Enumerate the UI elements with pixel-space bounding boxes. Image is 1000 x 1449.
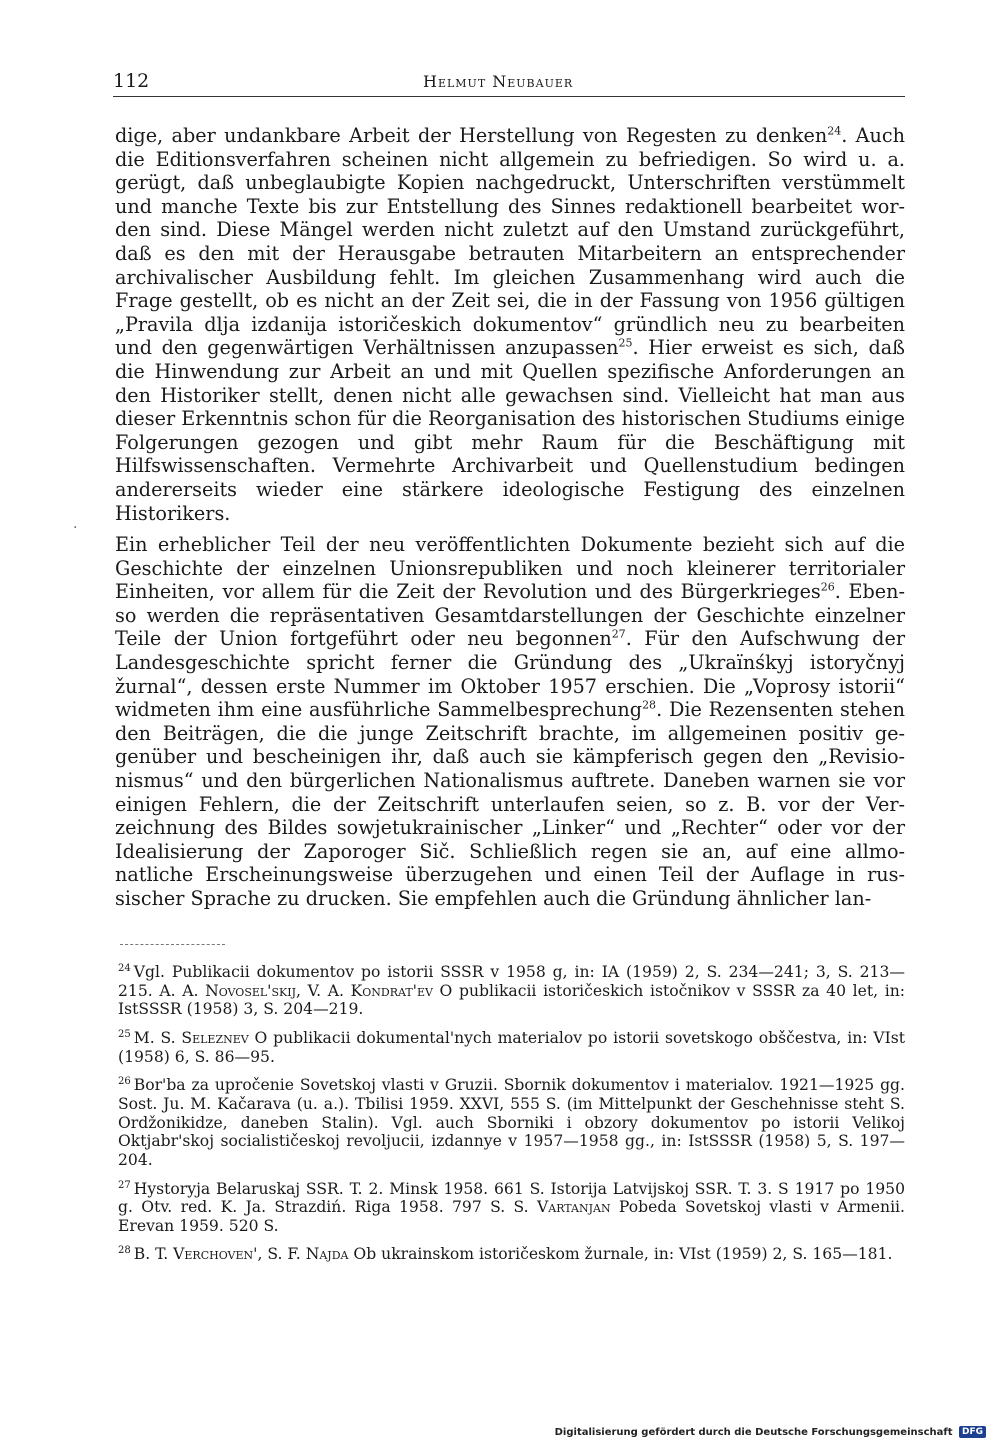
footnote-text: Pobeda Sovetskoj vlasti v Armenii. Erevan 1959. 520 S. (118, 1198, 905, 1235)
footnote-text: Vgl. Publikacii dokumentov po istorii SSSR v 1958 g, in: IA (1959) 2, S. 234—241; 3, S. 213—215. A. A. (118, 963, 905, 1000)
footnotes (118, 960, 905, 1271)
text-segment: Ein erheblicher Teil der neu veröffentlichten Dokumente bezieht sich auf die Geschichte der einzelnen Unionsrepubliken und noch kleinerer territorialer Einheiten, vor allem für die Zeit der Revolution und des Bürgerkrieges (115, 533, 905, 604)
footnote-27 (118, 1177, 905, 1236)
footnote-number: 27 (118, 1179, 131, 1191)
margin-mark: · (73, 520, 78, 536)
dfg-logo: DFG (959, 1426, 986, 1438)
author-name: Najda (305, 1245, 349, 1264)
footnote-28 (118, 1242, 905, 1264)
page-header (113, 66, 905, 97)
text-segment: . Auch die Editionsverfahren scheinen nicht allgemein zu befriedigen. So wird u. a. gerügt, daß unbeglaubigte Kopien nachgedruckt, Unterschriften verstümmelt und manche Texte bis zur Entstellung des Sinnes redaktionell bearbeitet wor-den sind. Diese Mängel werden nicht zuletzt auf den Umstand zurückgeführt, daß es den mit der Herausgabe betrauten Mitarbeitern an entsprechender archivalischer Ausbildung fehlt. Im gleichen Zusammenhang wird auch die Frage gestellt, ob es nicht an der Zeit sei, die in der Fassung von 1956 gültigen „Pravila dlja izdanija istoričeskich dokumentov“ gründlich neu zu bearbeiten und den gegenwärtigen Verhältnissen anzupassen (115, 124, 905, 360)
page-number: 112 (113, 70, 150, 92)
text-segment: . Die Rezensenten stehen den Beiträgen, die die junge Zeitschrift brachte, im allgemeinen positiv ge-genüber und bescheinigen ihr, daß auch sie kämpferisch gegen den „Revisio-nismus“ und den bürgerlichen Nationalismus auftrete. Daneben warnen sie vor einigen Fehlern, die der Zeitschrift unterlaufen seien, so z. B. vor der Ver-zeichnung des Bildes sowjetukrainischer „Linker“ und „Rechter“ oder vor der Idealisierung der Zaporoger Sič. Schließlich regen sie an, auf eine allmo-natliche Erscheinungsweise überzugehen und einen Teil der Auflage in rus-sischer Sprache zu drucken. Sie empfehlen auch die Gründung ähnlicher lan- (115, 698, 905, 910)
text-segment: . Hier erweist es sich, daß die Hinwendung zur Arbeit an und mit Quellen spezifische Anforderungen an den Historiker stellt, denen nicht alle gewachsen sind. Vielleicht hat man aus dieser Erkenntnis schon für die Reorganisation des historischen Studiums einige Folgerungen gezogen und gibt mehr Raum für die Beschäftigung mit Hilfswissenschaften. Vermehrte Archivarbeit und Quellenstudium bedingen andererseits wieder eine stärkere ideologische Festigung des einzelnen Historikers. (115, 336, 905, 525)
main-text (115, 124, 905, 911)
author-name: Novosel'skij (205, 981, 296, 1000)
footnote-ref-26: 26 (820, 580, 835, 594)
running-title: Helmut Neubauer (423, 72, 574, 91)
footnote-text: Ob ukrainskom istoričeskom žurnale, in: VIst (1959) 2, S. 165—181. (348, 1245, 893, 1264)
footnote-number: 24 (118, 963, 131, 974)
credit-text: Digitalisierung gefördert durch die Deutsche Forschungsgemeinschaft (554, 1427, 953, 1438)
author-name: Seleznev (181, 1029, 249, 1048)
author-name: Vartanjan (537, 1198, 611, 1217)
digitization-credit (555, 1426, 986, 1438)
footnote-25 (118, 1026, 905, 1066)
footnote-text: M. S. (133, 1029, 182, 1048)
footnote-26 (118, 1073, 905, 1169)
footnote-ref-25: 25 (618, 336, 633, 350)
paragraph-2 (115, 533, 905, 911)
footnote-text: , V. A. (295, 981, 351, 1000)
footnote-ref-28: 28 (642, 698, 657, 712)
footnote-ref-24: 24 (827, 124, 842, 138)
footnote-text: Bor'ba za upročenie Sovetskoj vlasti v Gruzii. Sbornik dokumentov i materialov. 1921—1925 gg. Sost. Ju. M. Kačarava (u. a.). Tbilisi 1959. XXVI, 555 S. (im Mittelpunkt der Geschehnisse steht S. Ordžonikidze, daneben Stalin). Vgl. auch Sborniki i obzory dokumentov po istorii Velikoj Oktjabr'skoj socialističeskoj revoljucii, izdannye v 1957—1958 gg., in: IstSSSR (1958) 5, S. 197—204. (118, 1076, 905, 1169)
author-name: Kondrat'ev (350, 981, 433, 1000)
author-name: Verchoven' (173, 1245, 258, 1264)
footnote-separator (120, 944, 225, 945)
footnote-number: 25 (118, 1028, 131, 1040)
footnote-text: Hystoryja Belaruskaj SSR. T. 2. Minsk 1958. 661 S. Istorija Latvijskoj SSR. T. 3. S 1917 po 1950 g. Otv. red. K. Ja. Strazdiń. Riga 1958. 797 S. S. (118, 1179, 905, 1217)
footnote-number: 26 (118, 1076, 131, 1088)
footnote-text: O publikacii istoričeskich istočnikov v SSSR za 40 let, in: IstSSSR (1958) 3, S. 204—219. (118, 981, 905, 1019)
text-segment: dige, aber undankbare Arbeit der Herstellung von Regesten zu denken (115, 124, 828, 147)
paragraph-1 (115, 124, 905, 525)
footnote-text: O publikacii dokumental'nych materialov po istorii sovetskogo obščestva, in: VIst (1958) 6, S. 86—95. (118, 1029, 905, 1066)
footnote-text: B. T. (133, 1245, 174, 1264)
footnote-24 (118, 960, 905, 1019)
text-segment: . Für den Aufschwung der Landesgeschichte spricht ferner die Gründung des „Ukraïnśkyj istoryčnyj žurnal“, dessen erste Nummer im Oktober 1957 erschien. Die „Voprosy istorii“ widmeten ihm eine ausführliche Sammelbesprechung (115, 627, 905, 722)
text-segment: . Eben-so werden die repräsentativen Gesamtdarstellungen der Geschichte einzelner Teile der Union fortgeführt oder neu begonnen (115, 580, 905, 651)
footnote-text: , S. F. (257, 1245, 306, 1264)
footnote-ref-27: 27 (611, 628, 626, 642)
footnote-number: 28 (118, 1245, 131, 1257)
